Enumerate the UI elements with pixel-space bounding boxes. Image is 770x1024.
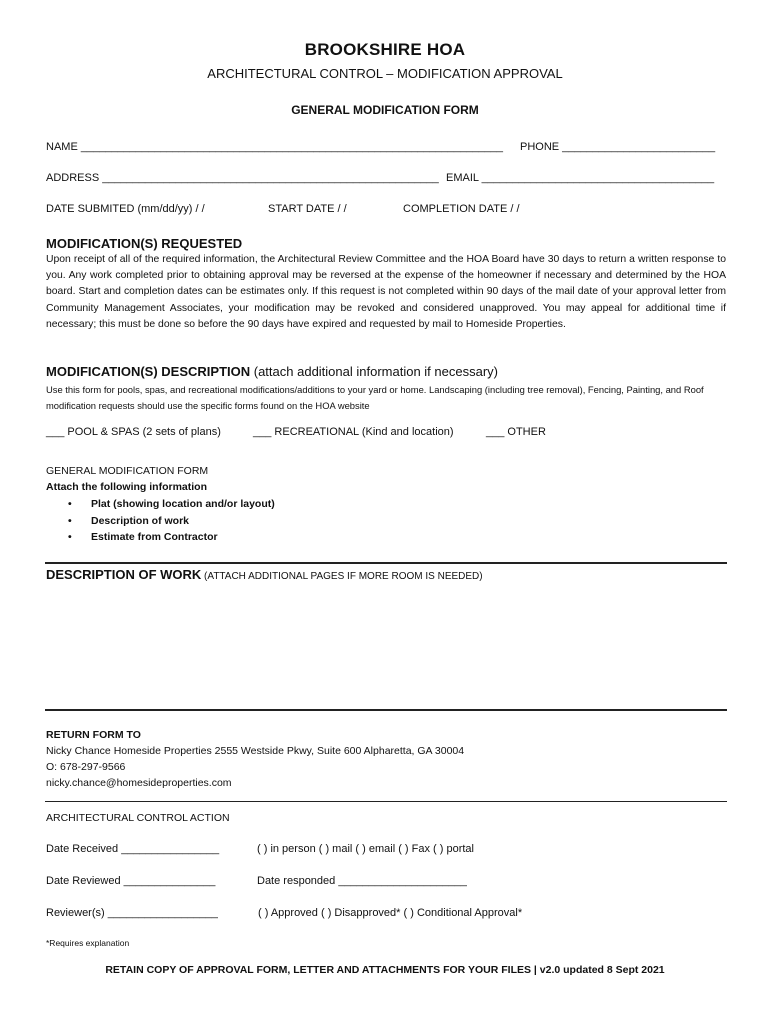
email-field[interactable]: EMAIL ______________________________________: [446, 172, 715, 184]
description-of-work-note: (ATTACH ADDITIONAL PAGES IF MORE ROOM IS NEEDED): [201, 571, 483, 582]
address-field[interactable]: ADDRESS _______________________________________________________: [46, 172, 439, 184]
return-email: nicky.chance@homesideproperties.com: [46, 777, 232, 789]
description-of-work-title: DESCRIPTION OF WORK: [46, 567, 202, 582]
list-item: • Description of work: [68, 514, 190, 527]
action-heading: ARCHITECTURAL CONTROL ACTION: [46, 812, 230, 824]
return-form-heading: RETURN FORM TO: [46, 729, 141, 741]
other-option[interactable]: ___ OTHER: [486, 426, 546, 438]
return-phone: O: 678-297-9566: [46, 761, 126, 773]
attachment-plat: Plat (showing location and/or layout): [91, 498, 275, 510]
decision-options[interactable]: ( ) Approved ( ) Disapproved* ( ) Conditional Approval*: [258, 907, 523, 919]
received-method-options[interactable]: ( ) in person ( ) mail ( ) email ( ) Fax ( ) portal: [257, 843, 474, 855]
reviewers-field[interactable]: Reviewer(s) __________________: [46, 907, 218, 919]
completion-date-field[interactable]: COMPLETION DATE / /: [403, 203, 520, 215]
attachment-list: [46, 496, 275, 546]
modifications-description-title: MODIFICATION(S) DESCRIPTION: [46, 364, 251, 379]
attachment-description: Description of work: [91, 514, 190, 527]
modifications-description-note: (attach additional information if necessary): [250, 364, 498, 379]
divider: [45, 709, 727, 711]
description-of-work-heading: [46, 567, 483, 582]
attachment-estimate: Estimate from Contractor: [91, 531, 218, 543]
pool-spa-option[interactable]: ___ POOL & SPAS (2 sets of plans): [46, 426, 221, 438]
modifications-description-heading: [46, 364, 498, 379]
divider: [45, 562, 727, 564]
modifications-description-text: Use this form for pools, spas, and recreational modifications/additions to your yard or home. Landscaping (including tree removal), Fencing, Painting, and Roof modification requests should use the specific forms found on the HOA website: [46, 384, 704, 411]
list-item: • Plat (showing location and/or layout): [68, 498, 275, 510]
date-responded-field[interactable]: Date responded _____________________: [257, 875, 467, 887]
date-submitted-field[interactable]: DATE SUBMITED (mm/dd/yy) / /: [46, 203, 205, 215]
modifications-requested-heading: MODIFICATION(S) REQUESTED: [46, 236, 243, 251]
recreational-option[interactable]: ___ RECREATIONAL (Kind and location): [253, 426, 454, 438]
divider: [45, 801, 727, 802]
page-subtitle: ARCHITECTURAL CONTROL – MODIFICATION APPROVAL: [207, 66, 563, 81]
modifications-requested-text: Upon receipt of all of the required information, the Architectural Review Committee and the HOA Board have 30 days to return a written response to you. Any work completed prior to obtaining approval may be reversed at the expense of the homeowner if necessary and determined by the HOA board. Start and completion dates can be estimates only. If this request is not completed within 90 days of the mail date of your approval letter from Community Management Associates, your modification may be revoked and considered unapproved. You may appeal for additional time if necessary; this must be done so before the 90 days have expired and requested by mail to Homeside Properties.: [46, 254, 726, 330]
description-of-work-area[interactable]: [46, 590, 726, 705]
list-item: • Estimate from Contractor: [68, 531, 218, 543]
general-form-label: GENERAL MODIFICATION FORM: [46, 465, 209, 477]
retain-notice: RETAIN COPY OF APPROVAL FORM, LETTER AND ATTACHMENTS FOR YOUR FILES | v2.0 updated 8 Sept 2021: [105, 964, 665, 976]
form-name: GENERAL MODIFICATION FORM: [291, 103, 479, 117]
start-date-field[interactable]: START DATE / /: [268, 203, 347, 215]
attach-label: Attach the following information: [46, 481, 207, 493]
return-address: Nicky Chance Homeside Properties 2555 Westside Pkwy, Suite 600 Alpharetta, GA 30004: [46, 745, 465, 757]
page-title: BROOKSHIRE HOA: [304, 40, 466, 59]
footnote: *Requires explanation: [46, 938, 130, 948]
date-received-field[interactable]: Date Received ________________: [46, 843, 220, 855]
date-reviewed-field[interactable]: Date Reviewed _______________: [46, 875, 216, 887]
phone-field[interactable]: PHONE _________________________: [520, 141, 716, 153]
name-field[interactable]: NAME _____________________________________________________________________: [46, 141, 503, 153]
